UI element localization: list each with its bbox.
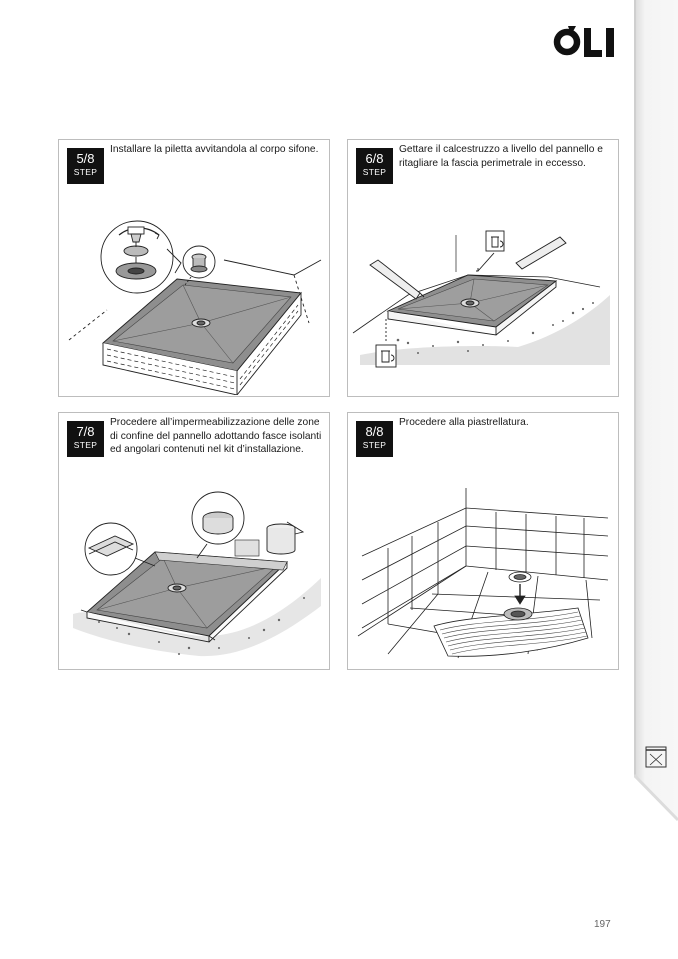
- page-number: 197: [594, 919, 611, 930]
- step-panel-8: [347, 412, 619, 670]
- step-label: STEP: [73, 440, 98, 450]
- step-number: 5/8: [76, 151, 95, 166]
- oli-logo: [553, 24, 623, 58]
- step-badge: [67, 148, 104, 184]
- step-label: STEP: [362, 167, 387, 177]
- tiling-icon: [348, 488, 618, 668]
- shower-tray-icon: [645, 746, 667, 768]
- waterproofing-icon: [59, 488, 329, 668]
- drain-installation-icon: [59, 215, 329, 395]
- step-label: STEP: [362, 440, 387, 450]
- logo-text: OLI: [553, 24, 555, 25]
- step-panel-6: [347, 139, 619, 397]
- concrete-pouring-icon: [348, 215, 618, 395]
- side-strip: [634, 0, 678, 959]
- step-panel-5: [58, 139, 330, 397]
- step-number: 8/8: [365, 424, 384, 439]
- step-description: Gettare il calcestruzzo a livello del pannello e ritagliare la fascia perimetrale in eccesso.: [399, 144, 603, 169]
- step-description: Procedere all’impermeabilizzazione delle zone di confine del pannello adottando fasce isolanti ed angolari contenuti nel kit d’installazione.: [110, 417, 322, 456]
- step-panel-7: [58, 412, 330, 670]
- step-badge: [356, 148, 393, 184]
- step-badge: [67, 421, 104, 457]
- step-description: Installare la piletta avvitandola al corpo sifone.: [110, 144, 319, 155]
- step-number: 6/8: [365, 151, 384, 166]
- step-label: STEP: [73, 167, 98, 177]
- step-number: 7/8: [76, 424, 95, 439]
- step-description: Procedere alla piastrellatura.: [399, 417, 529, 428]
- step-badge: [356, 421, 393, 457]
